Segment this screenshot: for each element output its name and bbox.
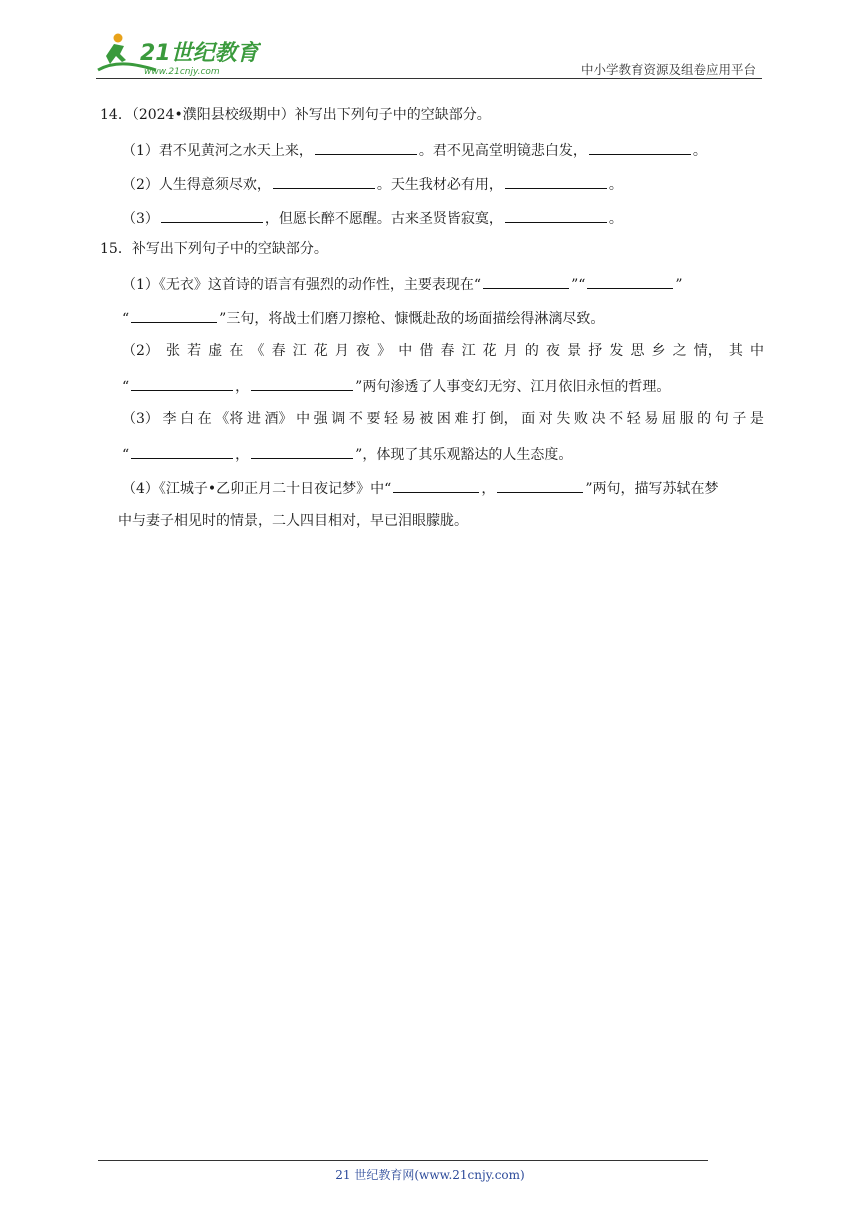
text: ”两句，描写苏轼在梦 (585, 481, 719, 497)
text-char: 打 (472, 411, 487, 427)
text-char: 情， (693, 343, 722, 359)
text: “ (122, 447, 130, 463)
text-char: 《将 (215, 411, 244, 427)
text: （2）人生得意须尽欢， (122, 177, 271, 193)
text: （1）君不见黄河之水天上来， (122, 143, 313, 159)
text-char: （2） (122, 343, 159, 359)
text-char: 酒》 (264, 411, 293, 427)
text: ”两句渗透了人事变幻无穷、江月依旧永恒的哲理。 (355, 379, 671, 395)
text-char: 》 (377, 343, 392, 359)
q15-item-4-cont: 中与妻子相见时的情景，二人四目相对，早已泪眼朦胧。 (118, 513, 468, 529)
text-char: 的 (697, 411, 712, 427)
text-char: 不 (348, 411, 363, 427)
text-char: 之 (672, 343, 687, 359)
text: ”三句，将战士们磨刀擦枪、慷慨赴敌的场面描绘得淋漓尽致。 (219, 311, 605, 327)
text-char: 轻 (384, 411, 399, 427)
q15-item-3 (122, 408, 764, 430)
text-char: 夜 (546, 343, 560, 359)
text: ， (481, 481, 496, 497)
text-char: 花 (313, 343, 328, 359)
text-char: 被 (419, 411, 434, 427)
text-char: 张 (166, 343, 181, 359)
text: 。天生我材必有用， (376, 177, 503, 193)
text-char: 易 (644, 411, 659, 427)
text: 。 (608, 177, 623, 193)
text-char: 要 (366, 411, 381, 427)
q14-item-3 (122, 206, 623, 228)
text: 。 (692, 143, 707, 159)
text-char: 景 (567, 343, 582, 359)
text-char: 败 (573, 411, 588, 427)
text-char: 江 (461, 343, 476, 359)
answer-blank[interactable] (589, 138, 691, 155)
text-char: 倒， (489, 411, 518, 427)
text-char: 易 (401, 411, 416, 427)
answer-blank[interactable] (587, 272, 673, 289)
text-char: 调 (331, 411, 346, 427)
text-char: 中 (398, 343, 413, 359)
text-char: 月 (334, 343, 349, 359)
text-char: 花 (482, 343, 497, 359)
q14-item-2 (122, 172, 623, 194)
text-char: 轻 (626, 411, 641, 427)
text-char: 进 (246, 411, 261, 427)
answer-blank[interactable] (161, 206, 263, 223)
text-char: 子 (732, 411, 747, 427)
q15-item-1-cont (122, 306, 604, 328)
q15-item-2-cont (122, 374, 670, 396)
text-char: 李 (162, 411, 177, 427)
question-14-stem: 14．（2024•濮阳县校级期中）补写出下列句子中的空缺部分。 (100, 107, 491, 123)
answer-blank[interactable] (131, 306, 217, 323)
text: “ (122, 311, 130, 327)
q15-item-2 (122, 340, 764, 362)
q15-item-1 (122, 272, 683, 294)
text: ， (235, 379, 250, 395)
question-15-stem: 15．补写出下列句子中的空缺部分。 (100, 241, 328, 257)
text: 。君不见高堂明镜悲白发， (418, 143, 587, 159)
text-char: 面 (521, 411, 536, 427)
text-char: 难 (454, 411, 469, 427)
text-char: 屈 (661, 411, 676, 427)
text-char: 思 (630, 343, 645, 359)
answer-blank[interactable] (131, 374, 233, 391)
q14-item-1 (122, 138, 707, 160)
text-char: 决 (591, 411, 606, 427)
text-char: 困 (436, 411, 451, 427)
text-char: 的 (524, 343, 539, 359)
text-char: 春 (440, 343, 455, 359)
text-char: 对 (538, 411, 553, 427)
site-logo (96, 30, 261, 78)
text-char: 其 (728, 343, 743, 359)
text-char: （3） (122, 411, 159, 427)
text-char: 不 (609, 411, 624, 427)
text-char: 借 (419, 343, 434, 359)
text: （1）《无衣》这首诗的语言有强烈的动作性，主要表现在“ (122, 277, 482, 293)
text-char: 强 (313, 411, 328, 427)
answer-blank[interactable] (393, 476, 479, 493)
text-char: 若 (187, 343, 202, 359)
text-char: 在 (197, 411, 212, 427)
text-char: 白 (180, 411, 195, 427)
answer-blank[interactable] (505, 206, 607, 223)
header-divider (96, 78, 762, 79)
text-char: 中 (296, 411, 311, 427)
text-char: 在 (229, 343, 244, 359)
text: （4）《江城子•乙卯正月二十日夜记梦》中“ (122, 481, 392, 497)
text: 。 (608, 211, 623, 227)
text-char: 春 (271, 343, 286, 359)
text-char: 《 (250, 343, 265, 359)
text-char: 虚 (208, 343, 223, 359)
q15-item-3-cont (122, 442, 572, 464)
text: （3） (122, 211, 159, 227)
text-char: 乡 (651, 343, 666, 359)
logo-text: 21世纪教育 (140, 41, 259, 66)
text-char: 江 (292, 343, 307, 359)
footer-divider (98, 1160, 708, 1161)
text-char: 中 (749, 343, 764, 359)
text-char: 失 (556, 411, 571, 427)
text: ，但愿长醉不愿醒。古来圣贤皆寂寞， (264, 211, 503, 227)
text: ”“ (571, 277, 586, 293)
text-char: 是 (749, 411, 764, 427)
answer-blank[interactable] (497, 476, 583, 493)
text-char: 发 (609, 343, 624, 359)
q15-item-4 (122, 476, 719, 498)
answer-blank[interactable] (273, 172, 375, 189)
platform-title: 中小学教育资源及组卷应用平台 (580, 62, 756, 77)
answer-blank[interactable] (483, 272, 569, 289)
logo-url-text: www.21cnjy.com (144, 67, 220, 77)
text-char: 句 (714, 411, 729, 427)
answer-blank[interactable] (251, 374, 353, 391)
text: ， (235, 447, 250, 463)
answer-blank[interactable] (131, 442, 233, 459)
answer-blank[interactable] (315, 138, 417, 155)
text-char: 服 (679, 411, 694, 427)
text: “ (122, 379, 130, 395)
answer-blank[interactable] (505, 172, 607, 189)
answer-blank[interactable] (251, 442, 353, 459)
text-char: 夜 (356, 343, 371, 359)
footer-text: 21 世纪教育网(www.21cnjy.com) (335, 1168, 525, 1182)
text: ”，体现了其乐观豁达的人生态度。 (355, 447, 573, 463)
text-char: 抒 (588, 343, 603, 359)
text: ” (675, 277, 683, 293)
text-char: 月 (503, 343, 518, 359)
